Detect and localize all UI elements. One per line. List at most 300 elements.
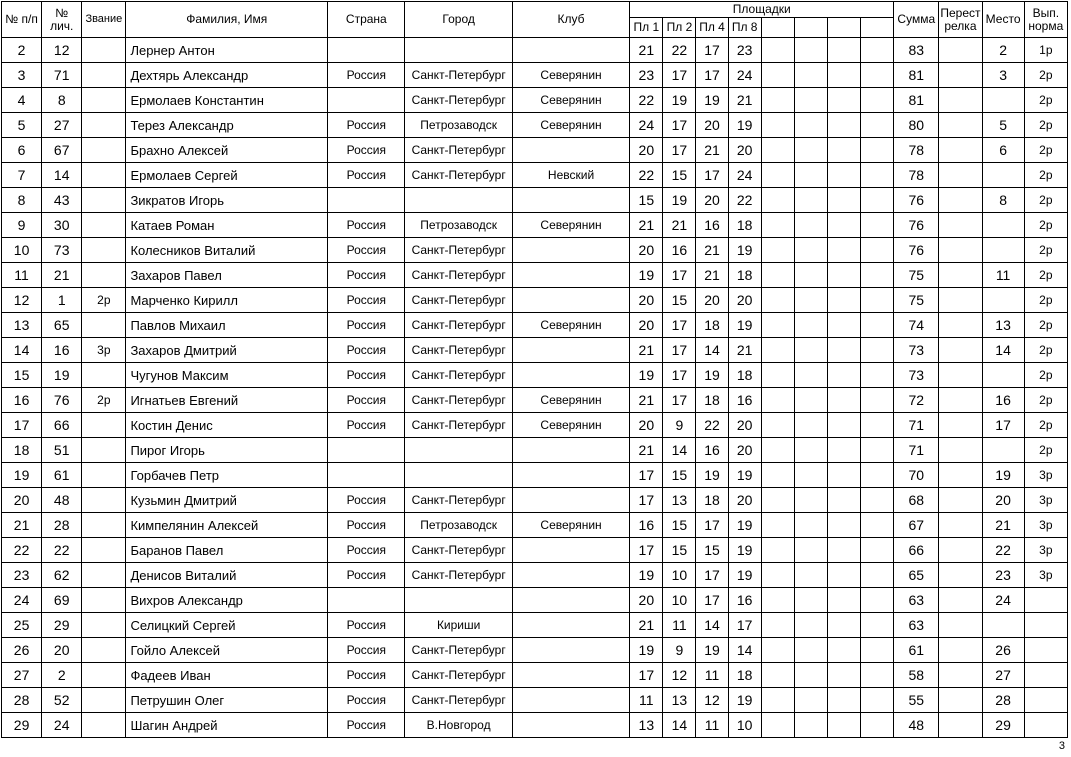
- cell-pp: 22: [2, 538, 42, 563]
- cell-score-3: 22: [696, 413, 728, 438]
- cell-score-5: [761, 713, 794, 738]
- cell-playoff: [939, 238, 982, 263]
- cell-pp: 10: [2, 238, 42, 263]
- cell-club: Северянин: [512, 313, 629, 338]
- cell-score-5: [761, 338, 794, 363]
- cell-playoff: [939, 163, 982, 188]
- cell-score-8: [861, 363, 894, 388]
- cell-norm: 2р: [1024, 413, 1067, 438]
- cell-score-4: 14: [728, 638, 761, 663]
- cell-norm: 2р: [1024, 363, 1067, 388]
- header-court-3: Пл 4: [696, 18, 728, 38]
- cell-score-7: [827, 638, 860, 663]
- cell-score-2: 17: [663, 113, 696, 138]
- cell-country: [328, 38, 405, 63]
- table-row: [2, 463, 1068, 488]
- cell-score-5: [761, 38, 794, 63]
- cell-pp: 8: [2, 188, 42, 213]
- cell-sum: 61: [894, 638, 939, 663]
- cell-name: Шагин Андрей: [126, 713, 328, 738]
- cell-score-7: [827, 513, 860, 538]
- cell-score-4: 21: [728, 338, 761, 363]
- cell-score-4: 20: [728, 413, 761, 438]
- cell-score-6: [794, 113, 827, 138]
- cell-score-1: 21: [630, 438, 663, 463]
- cell-score-1: 20: [630, 313, 663, 338]
- cell-name: Денисов Виталий: [126, 563, 328, 588]
- cell-name: Пирог Игорь: [126, 438, 328, 463]
- cell-score-7: [827, 363, 860, 388]
- cell-score-6: [794, 163, 827, 188]
- cell-club: Невский: [512, 163, 629, 188]
- cell-rank: [82, 588, 126, 613]
- cell-score-5: [761, 288, 794, 313]
- cell-score-1: 19: [630, 638, 663, 663]
- cell-pp: 15: [2, 363, 42, 388]
- cell-place: [982, 238, 1024, 263]
- header-playoff: Перестрелка: [939, 2, 982, 38]
- cell-score-7: [827, 438, 860, 463]
- cell-pp: 19: [2, 463, 42, 488]
- cell-playoff: [939, 63, 982, 88]
- cell-lic: 14: [42, 163, 82, 188]
- cell-city: [405, 38, 512, 63]
- cell-playoff: [939, 688, 982, 713]
- cell-pp: 3: [2, 63, 42, 88]
- cell-score-7: [827, 613, 860, 638]
- cell-sum: 68: [894, 488, 939, 513]
- cell-score-8: [861, 163, 894, 188]
- header-name: Фамилия, Имя: [126, 2, 328, 38]
- cell-name: Гойло Алексей: [126, 638, 328, 663]
- cell-name: Марченко Кирилл: [126, 288, 328, 313]
- cell-score-6: [794, 188, 827, 213]
- cell-score-3: 20: [696, 188, 728, 213]
- cell-lic: 27: [42, 113, 82, 138]
- cell-rank: [82, 188, 126, 213]
- cell-score-8: [861, 463, 894, 488]
- cell-pp: 12: [2, 288, 42, 313]
- cell-city: Санкт-Петербург: [405, 363, 512, 388]
- cell-country: Россия: [328, 713, 405, 738]
- cell-lic: 21: [42, 263, 82, 288]
- cell-score-2: 12: [663, 663, 696, 688]
- cell-pp: 4: [2, 88, 42, 113]
- header-courts: Площадки: [630, 2, 894, 18]
- cell-playoff: [939, 363, 982, 388]
- table-row: [2, 138, 1068, 163]
- cell-lic: 62: [42, 563, 82, 588]
- cell-sum: 76: [894, 188, 939, 213]
- cell-norm: 2р: [1024, 63, 1067, 88]
- cell-norm: 2р: [1024, 238, 1067, 263]
- cell-pp: 27: [2, 663, 42, 688]
- cell-rank: 2р: [82, 388, 126, 413]
- cell-pp: 7: [2, 163, 42, 188]
- cell-sum: 72: [894, 388, 939, 413]
- cell-country: Россия: [328, 113, 405, 138]
- cell-lic: 1: [42, 288, 82, 313]
- cell-place: [982, 613, 1024, 638]
- header-place: Место: [982, 2, 1024, 38]
- cell-club: [512, 613, 629, 638]
- cell-rank: [82, 663, 126, 688]
- cell-score-5: [761, 88, 794, 113]
- cell-lic: 20: [42, 638, 82, 663]
- cell-score-8: [861, 638, 894, 663]
- cell-score-8: [861, 213, 894, 238]
- cell-score-4: 19: [728, 463, 761, 488]
- cell-score-5: [761, 513, 794, 538]
- cell-country: Россия: [328, 63, 405, 88]
- cell-score-2: 19: [663, 188, 696, 213]
- cell-score-2: 17: [663, 363, 696, 388]
- cell-score-7: [827, 63, 860, 88]
- cell-score-1: 20: [630, 413, 663, 438]
- cell-playoff: [939, 88, 982, 113]
- cell-rank: [82, 488, 126, 513]
- cell-pp: 5: [2, 113, 42, 138]
- cell-rank: [82, 313, 126, 338]
- cell-score-4: 10: [728, 713, 761, 738]
- cell-score-7: [827, 338, 860, 363]
- cell-score-3: 16: [696, 438, 728, 463]
- cell-country: Россия: [328, 288, 405, 313]
- cell-score-5: [761, 488, 794, 513]
- cell-city: Петрозаводск: [405, 213, 512, 238]
- cell-score-7: [827, 113, 860, 138]
- cell-city: Санкт-Петербург: [405, 663, 512, 688]
- cell-sum: 63: [894, 588, 939, 613]
- cell-score-1: 20: [630, 588, 663, 613]
- cell-score-2: 17: [663, 338, 696, 363]
- cell-norm: 3р: [1024, 513, 1067, 538]
- cell-pp: 17: [2, 413, 42, 438]
- table-row: [2, 188, 1068, 213]
- cell-city: Санкт-Петербург: [405, 413, 512, 438]
- cell-city: Санкт-Петербург: [405, 263, 512, 288]
- cell-sum: 66: [894, 538, 939, 563]
- cell-score-5: [761, 413, 794, 438]
- cell-lic: 2: [42, 663, 82, 688]
- table-row: [2, 713, 1068, 738]
- cell-score-5: [761, 663, 794, 688]
- cell-rank: [82, 688, 126, 713]
- header-court-4: Пл 8: [728, 18, 761, 38]
- cell-score-5: [761, 538, 794, 563]
- cell-pp: 16: [2, 388, 42, 413]
- cell-score-3: 19: [696, 638, 728, 663]
- cell-score-2: 13: [663, 488, 696, 513]
- cell-score-3: 17: [696, 513, 728, 538]
- cell-lic: 43: [42, 188, 82, 213]
- cell-score-2: 17: [663, 138, 696, 163]
- cell-rank: [82, 138, 126, 163]
- cell-rank: [82, 263, 126, 288]
- cell-lic: 24: [42, 713, 82, 738]
- cell-score-8: [861, 388, 894, 413]
- cell-score-4: 20: [728, 288, 761, 313]
- cell-score-8: [861, 713, 894, 738]
- cell-place: 22: [982, 538, 1024, 563]
- cell-city: [405, 463, 512, 488]
- cell-club: [512, 188, 629, 213]
- cell-score-1: 21: [630, 338, 663, 363]
- cell-score-4: 18: [728, 663, 761, 688]
- cell-score-4: 24: [728, 163, 761, 188]
- cell-club: Северянин: [512, 113, 629, 138]
- cell-score-6: [794, 313, 827, 338]
- cell-score-1: 19: [630, 563, 663, 588]
- cell-score-5: [761, 463, 794, 488]
- cell-city: Санкт-Петербург: [405, 163, 512, 188]
- cell-name: Петрушин Олег: [126, 688, 328, 713]
- cell-rank: [82, 638, 126, 663]
- cell-score-6: [794, 413, 827, 438]
- cell-name: Колесников Виталий: [126, 238, 328, 263]
- cell-norm: 2р: [1024, 138, 1067, 163]
- cell-score-3: 20: [696, 288, 728, 313]
- cell-lic: 52: [42, 688, 82, 713]
- cell-score-2: 17: [663, 388, 696, 413]
- cell-city: Санкт-Петербург: [405, 238, 512, 263]
- cell-score-2: 13: [663, 688, 696, 713]
- cell-place: [982, 163, 1024, 188]
- cell-score-5: [761, 213, 794, 238]
- cell-club: Северянин: [512, 513, 629, 538]
- table-row: [2, 688, 1068, 713]
- cell-score-2: 15: [663, 463, 696, 488]
- cell-name: Горбачев Петр: [126, 463, 328, 488]
- cell-sum: 73: [894, 338, 939, 363]
- cell-score-6: [794, 263, 827, 288]
- cell-rank: [82, 563, 126, 588]
- cell-place: 6: [982, 138, 1024, 163]
- cell-score-5: [761, 563, 794, 588]
- cell-norm: 2р: [1024, 338, 1067, 363]
- cell-playoff: [939, 288, 982, 313]
- cell-score-4: 18: [728, 363, 761, 388]
- cell-club: [512, 463, 629, 488]
- cell-pp: 13: [2, 313, 42, 338]
- cell-city: Санкт-Петербург: [405, 88, 512, 113]
- cell-pp: 11: [2, 263, 42, 288]
- cell-sum: 76: [894, 213, 939, 238]
- cell-score-1: 20: [630, 138, 663, 163]
- cell-score-6: [794, 513, 827, 538]
- cell-city: [405, 588, 512, 613]
- cell-country: [328, 188, 405, 213]
- cell-place: 14: [982, 338, 1024, 363]
- cell-country: Россия: [328, 163, 405, 188]
- cell-club: [512, 263, 629, 288]
- cell-place: 3: [982, 63, 1024, 88]
- cell-score-5: [761, 688, 794, 713]
- cell-lic: 48: [42, 488, 82, 513]
- cell-place: 2: [982, 38, 1024, 63]
- cell-norm: 3р: [1024, 538, 1067, 563]
- cell-place: 17: [982, 413, 1024, 438]
- cell-rank: [82, 613, 126, 638]
- cell-country: Россия: [328, 688, 405, 713]
- cell-score-3: 18: [696, 313, 728, 338]
- cell-rank: [82, 713, 126, 738]
- cell-club: [512, 488, 629, 513]
- cell-score-6: [794, 488, 827, 513]
- cell-country: Россия: [328, 513, 405, 538]
- cell-name: Захаров Дмитрий: [126, 338, 328, 363]
- cell-score-7: [827, 213, 860, 238]
- cell-norm: 3р: [1024, 488, 1067, 513]
- cell-place: 20: [982, 488, 1024, 513]
- cell-sum: 71: [894, 413, 939, 438]
- cell-lic: 30: [42, 213, 82, 238]
- cell-score-7: [827, 588, 860, 613]
- cell-score-3: 17: [696, 38, 728, 63]
- results-table: [1, 1, 1068, 738]
- cell-score-4: 24: [728, 63, 761, 88]
- cell-score-3: 14: [696, 338, 728, 363]
- cell-score-6: [794, 63, 827, 88]
- cell-score-8: [861, 663, 894, 688]
- cell-score-6: [794, 38, 827, 63]
- cell-norm: [1024, 688, 1067, 713]
- cell-place: 19: [982, 463, 1024, 488]
- cell-place: [982, 363, 1024, 388]
- cell-sum: 80: [894, 113, 939, 138]
- cell-score-4: 17: [728, 613, 761, 638]
- cell-score-3: 19: [696, 463, 728, 488]
- cell-score-6: [794, 713, 827, 738]
- cell-score-7: [827, 263, 860, 288]
- cell-name: Катаев Роман: [126, 213, 328, 238]
- cell-sum: 83: [894, 38, 939, 63]
- table-row: [2, 613, 1068, 638]
- cell-playoff: [939, 138, 982, 163]
- table-row: [2, 663, 1068, 688]
- cell-rank: [82, 113, 126, 138]
- header-court-7: [827, 18, 860, 38]
- cell-name: Фадеев Иван: [126, 663, 328, 688]
- cell-score-3: 19: [696, 88, 728, 113]
- cell-score-4: 19: [728, 113, 761, 138]
- cell-country: Россия: [328, 538, 405, 563]
- cell-score-7: [827, 663, 860, 688]
- cell-sum: 78: [894, 138, 939, 163]
- cell-rank: 3р: [82, 338, 126, 363]
- table-row: [2, 413, 1068, 438]
- cell-sum: 70: [894, 463, 939, 488]
- table-row: [2, 113, 1068, 138]
- cell-country: Россия: [328, 663, 405, 688]
- cell-score-2: 9: [663, 413, 696, 438]
- cell-score-6: [794, 638, 827, 663]
- cell-score-3: 19: [696, 363, 728, 388]
- cell-score-4: 23: [728, 38, 761, 63]
- cell-rank: [82, 63, 126, 88]
- cell-country: Россия: [328, 313, 405, 338]
- cell-score-8: [861, 588, 894, 613]
- cell-country: Россия: [328, 563, 405, 588]
- cell-country: Россия: [328, 638, 405, 663]
- cell-norm: 1р: [1024, 38, 1067, 63]
- cell-score-8: [861, 438, 894, 463]
- cell-score-3: 21: [696, 238, 728, 263]
- cell-rank: [82, 413, 126, 438]
- cell-score-2: 15: [663, 513, 696, 538]
- cell-score-3: 11: [696, 713, 728, 738]
- cell-score-2: 17: [663, 63, 696, 88]
- cell-lic: 16: [42, 338, 82, 363]
- cell-name: Игнатьев Евгений: [126, 388, 328, 413]
- cell-place: 26: [982, 638, 1024, 663]
- cell-city: Санкт-Петербург: [405, 688, 512, 713]
- cell-norm: 2р: [1024, 88, 1067, 113]
- cell-score-1: 22: [630, 163, 663, 188]
- header-court-2: Пл 2: [663, 18, 696, 38]
- cell-pp: 21: [2, 513, 42, 538]
- cell-city: Санкт-Петербург: [405, 638, 512, 663]
- cell-club: [512, 288, 629, 313]
- cell-score-2: 15: [663, 163, 696, 188]
- cell-score-7: [827, 538, 860, 563]
- cell-club: [512, 38, 629, 63]
- cell-country: Россия: [328, 138, 405, 163]
- cell-place: 21: [982, 513, 1024, 538]
- cell-country: Россия: [328, 488, 405, 513]
- table-row: [2, 388, 1068, 413]
- cell-norm: 2р: [1024, 288, 1067, 313]
- cell-score-5: [761, 238, 794, 263]
- cell-playoff: [939, 188, 982, 213]
- cell-score-7: [827, 313, 860, 338]
- cell-score-2: 14: [663, 438, 696, 463]
- cell-score-3: 20: [696, 113, 728, 138]
- cell-score-2: 10: [663, 563, 696, 588]
- cell-name: Баранов Павел: [126, 538, 328, 563]
- page-number: 3: [1058, 740, 1065, 752]
- cell-score-2: 9: [663, 638, 696, 663]
- cell-rank: [82, 463, 126, 488]
- cell-score-4: 19: [728, 688, 761, 713]
- cell-score-3: 15: [696, 538, 728, 563]
- header-norm: Вып. норма: [1024, 2, 1067, 38]
- cell-lic: 69: [42, 588, 82, 613]
- cell-pp: 2: [2, 38, 42, 63]
- cell-score-5: [761, 588, 794, 613]
- cell-name: Селицкий Сергей: [126, 613, 328, 638]
- cell-place: 16: [982, 388, 1024, 413]
- cell-score-4: 16: [728, 588, 761, 613]
- cell-score-6: [794, 288, 827, 313]
- cell-club: [512, 663, 629, 688]
- cell-city: Санкт-Петербург: [405, 313, 512, 338]
- cell-lic: 67: [42, 138, 82, 163]
- cell-club: [512, 688, 629, 713]
- cell-score-8: [861, 513, 894, 538]
- cell-score-7: [827, 688, 860, 713]
- cell-score-6: [794, 663, 827, 688]
- cell-country: Россия: [328, 238, 405, 263]
- cell-score-4: 20: [728, 138, 761, 163]
- cell-score-7: [827, 238, 860, 263]
- cell-club: [512, 338, 629, 363]
- cell-score-1: 13: [630, 713, 663, 738]
- cell-lic: 22: [42, 538, 82, 563]
- cell-playoff: [939, 113, 982, 138]
- cell-score-8: [861, 313, 894, 338]
- cell-score-7: [827, 413, 860, 438]
